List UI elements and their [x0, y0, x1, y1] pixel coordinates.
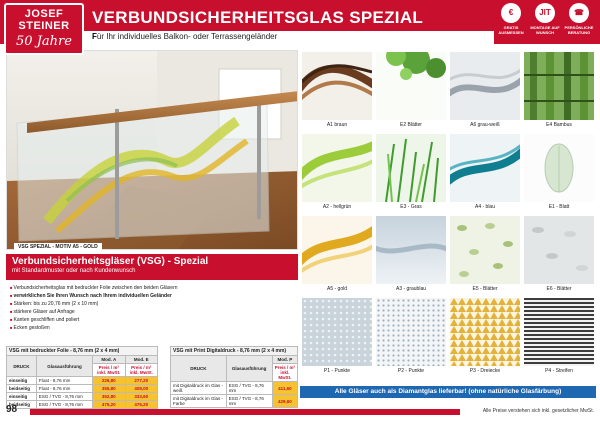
table-row [7, 385, 158, 393]
swatch-label: E4 Bambus [546, 122, 572, 128]
page-number: 98 [6, 404, 18, 415]
price-table-digital [170, 346, 298, 408]
logo-line-1: JOSEF [24, 8, 64, 20]
swatch-label: A2 - hellgrün [322, 204, 352, 210]
swatch-image [376, 216, 446, 284]
swatch-label: A1 braun [326, 122, 348, 128]
table-cell: beidseitig [7, 401, 37, 409]
swatch-image [302, 216, 372, 284]
section-subtitle: mit Standardmuster oder nach Kundenwunsch [12, 268, 136, 274]
swatch-label: A4 - blau [474, 204, 495, 210]
table-cell: ESG / TVG - 8,76 mm [226, 395, 272, 408]
vat-label: inkl. MwSt. [129, 370, 153, 375]
swatch-image [302, 298, 372, 366]
price-cell: 226,80 [93, 377, 125, 385]
swatch-image [524, 298, 594, 366]
swatch-image [302, 52, 372, 120]
swatch-label: E5 - Blätter [472, 286, 498, 292]
table-row [7, 377, 158, 385]
price-cell: 352,80 [93, 393, 125, 401]
swatch-label: E1 - Blatt [548, 204, 570, 210]
swatch-label: P3 - Dreiecke [469, 368, 501, 374]
list-item: ■ stärkere Gläser auf Anfrage [10, 308, 178, 316]
badge-label: GRATIS AUSMESSEN [498, 25, 524, 35]
price-unit-label: Preis / m² [274, 365, 295, 370]
column-header: Glasausführung [36, 356, 92, 377]
table-cell: Float - 8,76 mm [36, 377, 92, 385]
price-footnote: Alle Preise verstehen sich inkl. gesetzlicher MwSt. [482, 408, 594, 414]
swatch-label: A3 - graublau [395, 286, 427, 292]
table-row [171, 382, 298, 395]
swatch-label: E2 Blätter [400, 122, 422, 128]
section-heading [6, 254, 298, 280]
price-unit-label: Preis / m² [131, 365, 152, 370]
swatch-image [376, 52, 446, 120]
price-cell: 475,20 [125, 401, 157, 409]
list-item: ■ verwirklichen Sie Ihren Wunsch nach Ihrem individuellen Geländer [10, 292, 178, 300]
euro-icon: € [501, 3, 521, 23]
list-item: ■ Verbundsicherheitsglas mit bedruckter Folie zwischen den beiden Gläsern [10, 284, 178, 292]
badge-measure [496, 3, 526, 35]
swatch-image [376, 134, 446, 202]
section-title: Verbundsicherheitsgläser (VSG) - Spezial [12, 256, 209, 267]
swatch-image [450, 52, 520, 120]
price-cell: 429,60 [272, 395, 297, 408]
price-table-foil [6, 346, 158, 409]
list-item: ■ Stärken: bis zu 20,76 mm (2 x 10 mm) [10, 300, 178, 308]
swatch-image [450, 298, 520, 366]
price-cell: 475,20 [93, 401, 125, 409]
price-unit [125, 364, 157, 377]
table-cell: ESG / TVG - 8,76 mm [36, 401, 92, 409]
subtitle-initial: F [92, 32, 97, 41]
logo-line-2: STEINER [18, 20, 70, 32]
column-header: DRUCK [7, 356, 37, 377]
column-header: Glasausführung [226, 356, 272, 382]
table-cell: mit Digitaldruck im Glas - weiß [171, 382, 227, 395]
hero-caption: VSG SPEZIAL - MOTIV A5 - GOLD [14, 243, 102, 251]
swatch-label: E6 - Blätter [546, 286, 572, 292]
swatch-label: P1 - Punkte [323, 368, 351, 374]
swatch-label: A6 grau-weiß [470, 122, 500, 128]
swatch-image [524, 134, 594, 202]
footer-bar [30, 409, 460, 415]
price-unit [93, 364, 125, 377]
company-logo [4, 3, 84, 55]
badge-installation [530, 3, 560, 35]
diamond-glass-note: Alle Gläser auch als Diamantglas lieferbar! (ohne natürliche Glasfärbung) [300, 386, 596, 398]
badge-label: PERSÖNLICHE BERATUNG [564, 25, 594, 35]
swatch-image [302, 134, 372, 202]
swatch-label: A5 - gold [326, 286, 347, 292]
vat-label: inkl. MwSt. [97, 370, 121, 375]
vat-label: inkl. MwSt. [278, 370, 292, 380]
swatch-image [450, 134, 520, 202]
swatch-label: P2 - Punkte [397, 368, 425, 374]
list-item: ■ Ecken gestoßen [10, 324, 178, 332]
badge-consulting [564, 3, 594, 35]
subtitle-text: ür Ihr individuelles Balkon- oder Terrassengeländer [96, 32, 278, 41]
column-header: Mod. P [272, 356, 297, 364]
table-cell: ESG / TVG - 8,76 mm [226, 382, 272, 395]
table-row [7, 401, 158, 409]
page-subtitle [92, 32, 277, 41]
list-item: ■ Kanten geschliffen und poliert [10, 316, 178, 324]
table-cell: mit Digitaldruck im Glas - Farbe [171, 395, 227, 408]
table-caption: VSG mit Print Digitaldruck - 8,76 mm (2 x 4 mm) [171, 347, 298, 356]
price-cell: 277,20 [125, 377, 157, 385]
price-cell: 333,60 [125, 393, 157, 401]
phone-icon: ☎ [569, 3, 589, 23]
swatch-image [376, 298, 446, 366]
table-cell: einseitig [7, 393, 37, 401]
price-cell: 408,00 [125, 385, 157, 393]
feature-list [10, 284, 178, 332]
price-cell: 411,60 [272, 382, 297, 395]
table-cell: einseitig [7, 377, 37, 385]
swatch-image [524, 52, 594, 120]
table-caption: VSG mit bedruckter Folie - 8,76 mm (2 x 4 mm) [7, 347, 158, 356]
table-row [7, 393, 158, 401]
column-header: Mod. E [125, 356, 157, 364]
table-cell: beidseitig [7, 385, 37, 393]
table-row [171, 395, 298, 408]
logo-anniversary: 50 Jahre [16, 34, 72, 49]
hero-photo [6, 50, 298, 250]
column-header: Mod. A [93, 356, 125, 364]
swatch-label: E3 - Gras [400, 204, 422, 210]
swatch-image [450, 216, 520, 284]
install-icon: JIT [535, 3, 555, 23]
service-badges [496, 3, 594, 35]
table-cell: ESG / TVG - 8,76 mm [36, 393, 92, 401]
swatch-image [524, 216, 594, 284]
badge-label: MONTAGE AUF WUNSCH [530, 25, 560, 35]
page-title: VERBUNDSICHERHEITSGLAS SPEZIAL [92, 8, 424, 27]
swatch-label: P4 - Streifen [545, 368, 573, 374]
price-cell: 355,80 [93, 385, 125, 393]
table-cell: Float - 8,76 mm [36, 385, 92, 393]
price-unit [272, 364, 297, 382]
price-unit-label: Preis / m² [98, 365, 119, 370]
column-header: DRUCK [171, 356, 227, 382]
